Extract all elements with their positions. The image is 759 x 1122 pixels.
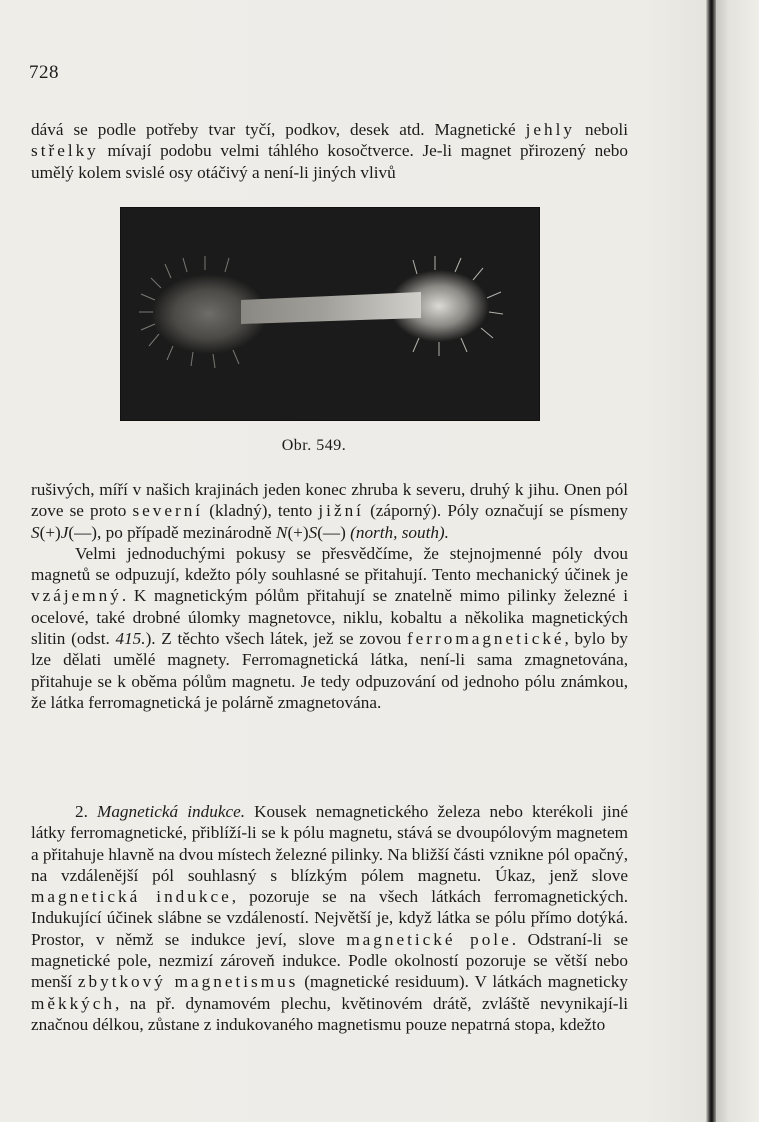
spaced-term-ferromagneticke: ferromagnetické (406, 629, 565, 649)
text-run: neboli (575, 120, 628, 139)
north-south-note: (north, south). (350, 522, 449, 542)
section-heading: Magnetická indukce. (97, 802, 245, 821)
symbol-plus: (+) (39, 522, 61, 542)
text-run: rušivých, míří v našich krajinách jeden konec zhruba k severu, druhý k jihu. Onen pól zove se proto (31, 480, 628, 521)
text-run: (kladný), tento (203, 501, 319, 521)
text-run: . Odstraní-li se magnetické pole, nezmizí zároveň indukce. Podle okolností pozoruje se větší nebo menší (31, 929, 628, 992)
spaced-term-magneticke-pole: magnetické pole (346, 929, 512, 949)
spaced-term-mekkych: měkkých (31, 993, 116, 1013)
spaced-term-vzajemny: vzájemný (31, 586, 122, 606)
text-run: . K magnetickým pólům přitahují se znatelně mimo pilinky železné i ocelové, také drobné úlomky magnetovce, niklu, kobaltu a několika magnetických slitin (odst. (31, 586, 628, 649)
book-spine-shadow (706, 0, 716, 1122)
symbol-n: N (275, 522, 288, 542)
spaced-term-magneticka-indukce: magnetická indukce (31, 887, 232, 907)
text-run: , bylo by lze dělati umělé magnety. Ferromagnetická látka, není-li sama zmagnetována, přitahuje se k oběma pólům magnetu. Je tedy odpuzování od jednoho pólu známkou, že látka ferromagnetická je polárně zmagnetována. (31, 629, 629, 712)
paragraph-induction (31, 801, 628, 1035)
page-number: 728 (29, 62, 59, 83)
spaced-term-jizni: jižní (318, 501, 364, 521)
text-run: (magnetické residuum). V látkách magneticky (298, 972, 628, 992)
symbol-j: J (60, 522, 69, 542)
text-run: , pozoruje se na všech látkách ferromagnetických. Indukující účinek slábne se vzdáleností. Největší je, když látka se pólu přímo dotýká. Prostor, v němž se indukce jeví, slove (31, 887, 628, 949)
text-run: Kousek nemagnetického železa nebo kterékoli jiné látky ferromagnetické, přiblíží-li se k pólu magnetu, stává se dvoupólovým magnetem a přitahuje hlavně na dvou místech železné pilinky. Na bližší části vznikne pól opačný, na vzdálenější pól souhlasný s blízkým pólem magnetu. Úkaz, jenž slove (31, 802, 629, 885)
bar-magnet-filings-image (121, 208, 539, 420)
text-run: (—), po případě mezinárodně (68, 522, 276, 542)
symbol-plus: (+) (287, 522, 309, 542)
text-run: ). Z těchto všech látek, jež se zovou (145, 629, 407, 649)
text-run: (záporný). Póly označují se písmeny (363, 501, 629, 521)
spaced-term-strelky: střelky (31, 141, 99, 161)
figure-caption: Obr. 549. (281, 437, 347, 454)
figure-bar-magnet-photo (120, 207, 540, 421)
text-run: mívají podobu velmi táhlého kosočtverce. Je-li magnet přirozený nebo umělý kolem svislé osy otáčivý a není-li jiných vlivů (31, 141, 628, 182)
section-number: 2. (75, 802, 98, 821)
spaced-term-zbytkovy-magnetismus: zbytkový magnetismus (77, 972, 299, 992)
section-reference: 415. (115, 629, 146, 649)
symbol-minus: (—) (317, 522, 351, 542)
paragraph-poles (31, 479, 628, 713)
text-run: Velmi jednoduchými pokusy se přesvědčíme, že stejnojmenné póly dvou magnetů se odpuzují, kdežto póly souhlasné se přitahují. Tento mechanický účinek je (31, 543, 628, 585)
paragraph-intro (31, 119, 628, 183)
text-run: dává se podle potřeby tvar tyčí, podkov, desek atd. Magnetické (31, 120, 526, 139)
spaced-term-severni: severní (132, 501, 204, 521)
text-run: , na př. dynamovém plechu, květinovém drátě, zvláště nevynikají-li značnou délkou, zůstane z indukovaného magnetismu pouze nepatrná stopa, kdežto (31, 993, 628, 1034)
symbol-s: S (308, 522, 318, 542)
facing-page-edge (716, 0, 759, 1122)
symbol-s: S (31, 522, 40, 542)
spaced-term-jehly: jehly (525, 120, 576, 139)
